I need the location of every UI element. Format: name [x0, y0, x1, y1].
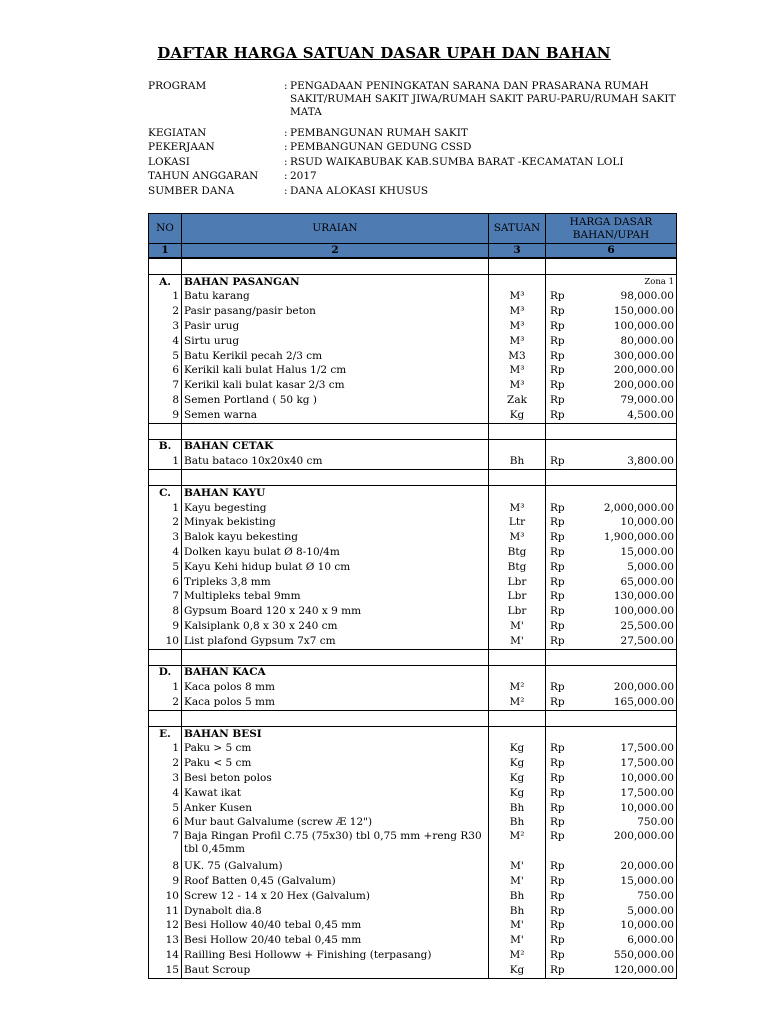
item-number: 6	[149, 364, 182, 379]
blank-row	[149, 423, 677, 439]
item-currency: Rp	[546, 349, 576, 364]
item-number: 4	[149, 786, 182, 801]
item-name: Mur baut Galvalume (screw Æ 12")	[182, 815, 489, 830]
item-number: 11	[149, 904, 182, 919]
item-price: 65,000.00	[576, 575, 677, 590]
item-unit: M²	[489, 948, 546, 963]
item-price: 200,000.00	[576, 680, 677, 695]
item-number: 2	[149, 304, 182, 319]
item-name: Dolken kayu bulat Ø 8-10/4m	[182, 545, 489, 560]
section-letter: C.	[149, 485, 182, 500]
item-currency: Rp	[546, 575, 576, 590]
item-row	[149, 933, 677, 948]
item-currency: Rp	[546, 786, 576, 801]
item-number: 8	[149, 859, 182, 874]
item-number: 9	[149, 874, 182, 889]
item-name: Minyak bekisting	[182, 516, 489, 531]
item-number: 7	[149, 378, 182, 393]
item-currency: Rp	[546, 695, 576, 710]
info-label: SUMBER DANA	[148, 185, 235, 197]
item-number: 12	[149, 918, 182, 933]
item-currency: Rp	[546, 501, 576, 516]
item-unit: M'	[489, 634, 546, 649]
blank-row	[149, 258, 677, 274]
info-row	[148, 156, 688, 170]
item-price: 15,000.00	[576, 874, 677, 889]
item-unit: M²	[489, 830, 546, 859]
info-value: PEMBANGUNAN RUMAH SAKIT	[290, 127, 468, 139]
item-unit: M³	[489, 530, 546, 545]
item-unit: Kg	[489, 786, 546, 801]
item-price: 550,000.00	[576, 948, 677, 963]
info-value: PEMBANGUNAN GEDUNG CSSD	[290, 141, 472, 153]
item-row	[149, 859, 677, 874]
item-unit: Bh	[489, 815, 546, 830]
item-row	[149, 786, 677, 801]
item-row	[149, 742, 677, 757]
item-name: Multipleks tebal 9mm	[182, 590, 489, 605]
item-name: Kayu begesting	[182, 501, 489, 516]
item-currency: Rp	[546, 948, 576, 963]
item-price: 6,000.00	[576, 933, 677, 948]
item-unit: Bh	[489, 801, 546, 816]
section-letter: A.	[149, 274, 182, 289]
item-unit: Zak	[489, 393, 546, 408]
item-name: Kaca polos 5 mm	[182, 695, 489, 710]
item-unit: Lbr	[489, 575, 546, 590]
item-currency: Rp	[546, 290, 576, 305]
item-unit: M²	[489, 695, 546, 710]
info-colon: :	[284, 170, 288, 182]
item-row	[149, 680, 677, 695]
item-price: 20,000.00	[576, 859, 677, 874]
item-currency: Rp	[546, 918, 576, 933]
item-currency: Rp	[546, 619, 576, 634]
item-currency: Rp	[546, 408, 576, 423]
section-row	[149, 274, 677, 289]
item-price: 10,000.00	[576, 801, 677, 816]
item-currency: Rp	[546, 334, 576, 349]
item-row	[149, 771, 677, 786]
info-value: 2017	[290, 170, 317, 182]
item-number: 5	[149, 801, 182, 816]
item-row	[149, 516, 677, 531]
item-row	[149, 290, 677, 305]
item-row	[149, 530, 677, 545]
item-number: 1	[149, 290, 182, 305]
info-colon: :	[284, 80, 288, 92]
item-unit: Kg	[489, 771, 546, 786]
header-harga: HARGA DASAR BAHAN/UPAH	[546, 214, 677, 244]
item-currency: Rp	[546, 545, 576, 560]
item-price: 150,000.00	[576, 304, 677, 319]
info-colon: :	[284, 156, 288, 168]
item-price: 79,000.00	[576, 393, 677, 408]
item-number: 3	[149, 319, 182, 334]
item-currency: Rp	[546, 560, 576, 575]
blank-row	[149, 710, 677, 726]
item-number: 3	[149, 530, 182, 545]
col-number: 2	[182, 244, 489, 259]
item-row	[149, 830, 677, 859]
document-title: DAFTAR HARGA SATUAN DASAR UPAH DAN BAHAN	[157, 44, 611, 62]
item-row	[149, 619, 677, 634]
info-label: LOKASI	[148, 156, 190, 168]
item-currency: Rp	[546, 680, 576, 695]
item-number: 1	[149, 680, 182, 695]
header-satuan: SATUAN	[489, 214, 546, 244]
item-number: 5	[149, 560, 182, 575]
item-currency: Rp	[546, 756, 576, 771]
item-unit: M³	[489, 501, 546, 516]
item-row	[149, 801, 677, 816]
item-unit: Lbr	[489, 590, 546, 605]
item-row	[149, 393, 677, 408]
item-name: Kayu Kehi hidup bulat Ø 10 cm	[182, 560, 489, 575]
info-label: TAHUN ANGGARAN	[148, 170, 259, 182]
item-price: 17,500.00	[576, 786, 677, 801]
item-price: 5,000.00	[576, 904, 677, 919]
item-row	[149, 454, 677, 469]
item-row	[149, 545, 677, 560]
section-row	[149, 485, 677, 500]
info-row	[148, 185, 688, 199]
item-row	[149, 889, 677, 904]
item-name: Sirtu urug	[182, 334, 489, 349]
item-unit: Ltr	[489, 516, 546, 531]
item-price: 98,000.00	[576, 290, 677, 305]
item-unit: M'	[489, 933, 546, 948]
item-row	[149, 918, 677, 933]
table-header-row	[149, 214, 677, 244]
item-row	[149, 575, 677, 590]
item-number: 3	[149, 771, 182, 786]
item-row	[149, 349, 677, 364]
item-price: 1,900,000.00	[576, 530, 677, 545]
item-unit: Kg	[489, 408, 546, 423]
item-price: 100,000.00	[576, 319, 677, 334]
col-number: 6	[546, 244, 677, 259]
item-name: Gypsum Board 120 x 240 x 9 mm	[182, 604, 489, 619]
item-currency: Rp	[546, 590, 576, 605]
item-row	[149, 963, 677, 978]
item-row	[149, 695, 677, 710]
item-number: 2	[149, 756, 182, 771]
item-currency: Rp	[546, 815, 576, 830]
item-name: Pasir urug	[182, 319, 489, 334]
item-number: 9	[149, 619, 182, 634]
item-number: 10	[149, 889, 182, 904]
price-table	[148, 213, 677, 979]
item-price: 10,000.00	[576, 771, 677, 786]
info-row	[148, 141, 688, 155]
item-number: 1	[149, 742, 182, 757]
item-currency: Rp	[546, 634, 576, 649]
item-currency: Rp	[546, 889, 576, 904]
section-name: BAHAN CETAK	[182, 439, 489, 454]
item-row	[149, 756, 677, 771]
item-currency: Rp	[546, 874, 576, 889]
item-number: 8	[149, 604, 182, 619]
item-row	[149, 560, 677, 575]
item-unit: M³	[489, 378, 546, 393]
item-currency: Rp	[546, 830, 576, 859]
item-price: 80,000.00	[576, 334, 677, 349]
item-currency: Rp	[546, 904, 576, 919]
item-currency: Rp	[546, 963, 576, 978]
item-name: Screw 12 - 14 x 20 Hex (Galvalum)	[182, 889, 489, 904]
section-row	[149, 665, 677, 680]
section-letter: D.	[149, 665, 182, 680]
item-unit: Kg	[489, 742, 546, 757]
info-value: PENGADAAN PENINGKATAN SARANA DAN PRASARANA RUMAH SAKIT/RUMAH SAKIT JIWA/RUMAH SAKIT PARU-PARU/RUMAH SAKIT MATA	[290, 80, 676, 118]
item-unit: M'	[489, 859, 546, 874]
item-price: 200,000.00	[576, 378, 677, 393]
item-name: Besi beton polos	[182, 771, 489, 786]
item-currency: Rp	[546, 319, 576, 334]
item-price: 2,000,000.00	[576, 501, 677, 516]
item-number: 1	[149, 454, 182, 469]
item-name: List plafond Gypsum 7x7 cm	[182, 634, 489, 649]
item-name: UK. 75 (Galvalum)	[182, 859, 489, 874]
column-number-row	[149, 244, 677, 259]
item-number: 6	[149, 815, 182, 830]
item-price: 17,500.00	[576, 756, 677, 771]
item-currency: Rp	[546, 454, 576, 469]
item-name: Kerikil kali bulat kasar 2/3 cm	[182, 378, 489, 393]
section-name: BAHAN BESI	[182, 726, 489, 741]
item-number: 2	[149, 516, 182, 531]
item-number: 4	[149, 545, 182, 560]
item-row	[149, 378, 677, 393]
item-name: Baut Scroup	[182, 963, 489, 978]
item-name: Anker Kusen	[182, 801, 489, 816]
item-name: Semen Portland ( 50 kg )	[182, 393, 489, 408]
item-number: 14	[149, 948, 182, 963]
item-number: 15	[149, 963, 182, 978]
blank-row	[149, 649, 677, 665]
item-price: 15,000.00	[576, 545, 677, 560]
item-unit: Bh	[489, 889, 546, 904]
item-price: 4,500.00	[576, 408, 677, 423]
item-unit: Btg	[489, 560, 546, 575]
item-row	[149, 364, 677, 379]
header-no: NO	[149, 214, 182, 244]
item-name: Baja Ringan Profil C.75 (75x30) tbl 0,75 mm +reng R30 tbl 0,45mm	[182, 830, 489, 859]
item-unit: M³	[489, 290, 546, 305]
item-row	[149, 501, 677, 516]
item-number: 13	[149, 933, 182, 948]
item-name: Kalsiplank 0,8 x 30 x 240 cm	[182, 619, 489, 634]
item-name: Kawat ikat	[182, 786, 489, 801]
item-currency: Rp	[546, 516, 576, 531]
item-name: Kerikil kali bulat Halus 1/2 cm	[182, 364, 489, 379]
item-number: 7	[149, 590, 182, 605]
item-unit: M'	[489, 874, 546, 889]
item-currency: Rp	[546, 771, 576, 786]
item-price: 750.00	[576, 889, 677, 904]
item-price: 200,000.00	[576, 830, 677, 859]
section-letter: B.	[149, 439, 182, 454]
item-name: Paku > 5 cm	[182, 742, 489, 757]
item-name: Dynabolt dia.8	[182, 904, 489, 919]
item-row	[149, 948, 677, 963]
info-row	[148, 170, 688, 184]
item-name: Semen warna	[182, 408, 489, 423]
info-row	[148, 127, 688, 141]
item-number: 1	[149, 501, 182, 516]
info-value: RSUD WAIKABUBAK KAB.SUMBA BARAT -KECAMATAN LOLI	[290, 156, 624, 168]
info-label: PEKERJAAN	[148, 141, 215, 153]
item-price: 200,000.00	[576, 364, 677, 379]
item-unit: Kg	[489, 963, 546, 978]
info-label: KEGIATAN	[148, 127, 207, 139]
section-row	[149, 439, 677, 454]
item-row	[149, 319, 677, 334]
item-row	[149, 590, 677, 605]
item-unit: Lbr	[489, 604, 546, 619]
info-colon: :	[284, 141, 288, 153]
info-row	[148, 80, 688, 122]
item-row	[149, 904, 677, 919]
item-currency: Rp	[546, 801, 576, 816]
item-number: 9	[149, 408, 182, 423]
item-unit: Kg	[489, 756, 546, 771]
item-currency: Rp	[546, 364, 576, 379]
section-name: BAHAN PASANGAN	[182, 274, 489, 289]
item-unit: M'	[489, 918, 546, 933]
item-currency: Rp	[546, 604, 576, 619]
info-colon: :	[284, 127, 288, 139]
item-currency: Rp	[546, 378, 576, 393]
item-name: Roof Batten 0,45 (Galvalum)	[182, 874, 489, 889]
item-name: Kaca polos 8 mm	[182, 680, 489, 695]
section-name: BAHAN KAYU	[182, 485, 489, 500]
item-unit: M²	[489, 680, 546, 695]
zone-label: Zona 1	[576, 274, 677, 289]
item-row	[149, 408, 677, 423]
item-currency: Rp	[546, 530, 576, 545]
item-number: 8	[149, 393, 182, 408]
item-number: 7	[149, 830, 182, 859]
col-number: 1	[149, 244, 182, 259]
header-uraian: URAIAN	[182, 214, 489, 244]
item-unit: M³	[489, 319, 546, 334]
info-label: PROGRAM	[148, 80, 207, 92]
item-name: Railling Besi Holloww + Finishing (terpasang)	[182, 948, 489, 963]
item-unit: M³	[489, 304, 546, 319]
item-price: 5,000.00	[576, 560, 677, 575]
item-unit: Btg	[489, 545, 546, 560]
item-price: 10,000.00	[576, 516, 677, 531]
info-colon: :	[284, 185, 288, 197]
item-unit: Bh	[489, 904, 546, 919]
item-currency: Rp	[546, 393, 576, 408]
blank-row	[149, 470, 677, 486]
item-price: 300,000.00	[576, 349, 677, 364]
item-price: 750.00	[576, 815, 677, 830]
item-unit: M³	[489, 364, 546, 379]
section-row	[149, 726, 677, 741]
item-name: Batu Kerikil pecah 2/3 cm	[182, 349, 489, 364]
item-price: 120,000.00	[576, 963, 677, 978]
item-name: Batu karang	[182, 290, 489, 305]
item-unit: M'	[489, 619, 546, 634]
item-price: 165,000.00	[576, 695, 677, 710]
item-price: 25,500.00	[576, 619, 677, 634]
section-name: BAHAN KACA	[182, 665, 489, 680]
item-row	[149, 874, 677, 889]
item-currency: Rp	[546, 742, 576, 757]
item-name: Besi Hollow 40/40 tebal 0,45 mm	[182, 918, 489, 933]
item-number: 4	[149, 334, 182, 349]
item-number: 5	[149, 349, 182, 364]
item-number: 10	[149, 634, 182, 649]
item-price: 27,500.00	[576, 634, 677, 649]
item-currency: Rp	[546, 859, 576, 874]
item-unit: M3	[489, 349, 546, 364]
item-row	[149, 604, 677, 619]
item-number: 6	[149, 575, 182, 590]
item-name: Besi Hollow 20/40 tebal 0,45 mm	[182, 933, 489, 948]
item-row	[149, 634, 677, 649]
item-name: Tripleks 3,8 mm	[182, 575, 489, 590]
col-number: 3	[489, 244, 546, 259]
item-price: 130,000.00	[576, 590, 677, 605]
item-row	[149, 304, 677, 319]
item-currency: Rp	[546, 933, 576, 948]
item-name: Balok kayu bekesting	[182, 530, 489, 545]
item-unit: M³	[489, 334, 546, 349]
item-currency: Rp	[546, 304, 576, 319]
item-price: 3,800.00	[576, 454, 677, 469]
item-price: 10,000.00	[576, 918, 677, 933]
item-unit: Bh	[489, 454, 546, 469]
item-row	[149, 334, 677, 349]
section-letter: E.	[149, 726, 182, 741]
item-name: Paku < 5 cm	[182, 756, 489, 771]
item-price: 100,000.00	[576, 604, 677, 619]
item-row	[149, 815, 677, 830]
info-value: DANA ALOKASI KHUSUS	[290, 185, 429, 197]
item-name: Pasir pasang/pasir beton	[182, 304, 489, 319]
item-price: 17,500.00	[576, 742, 677, 757]
item-number: 2	[149, 695, 182, 710]
item-name: Batu bataco 10x20x40 cm	[182, 454, 489, 469]
